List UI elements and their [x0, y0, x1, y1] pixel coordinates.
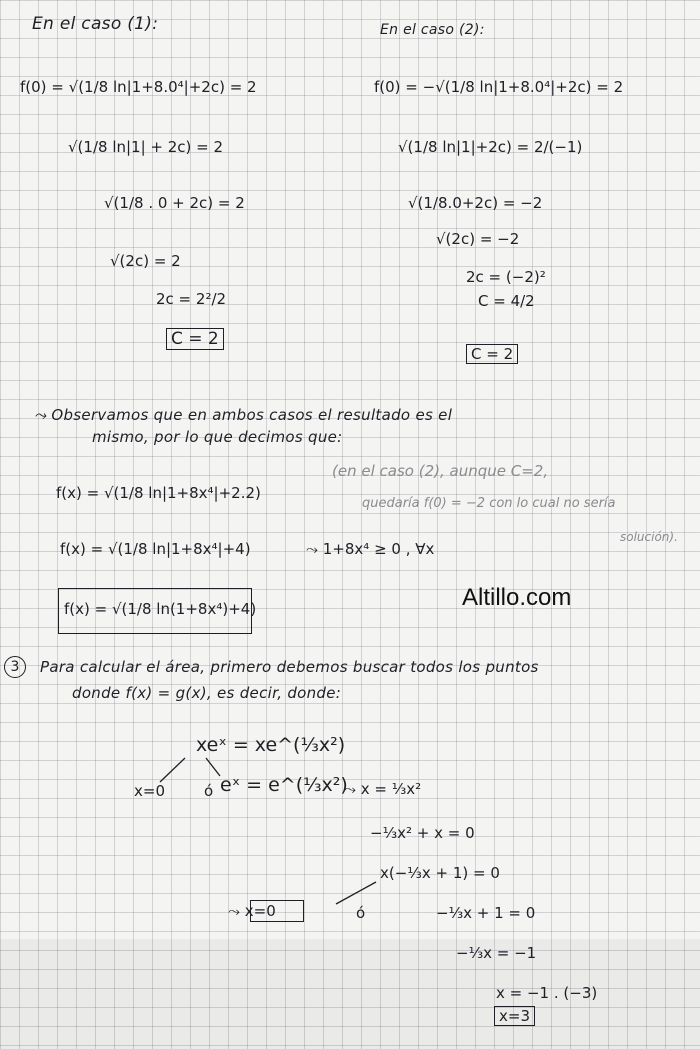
- left-case-line-1: f(0) = √(1/8 ln|1+8.0⁴|+2c) = 2: [20, 78, 257, 96]
- section3-line-1: Para calcular el área, primero debemos buscar todos los puntos: [40, 658, 539, 676]
- left-case-line-2: √(1/8 ln|1| + 2c) = 2: [68, 138, 224, 156]
- left-case-line-4: √(2c) = 2: [110, 252, 181, 270]
- pencil-note-line-3: solución).: [620, 530, 678, 544]
- right-case-line-2: √(1/8 ln|1|+2c) = 2/(−1): [398, 138, 583, 156]
- main-equation: xeˣ = xe^(⅓x²): [196, 734, 346, 756]
- pencil-note-line-2: quedaría f(0) = −2 con lo cual no sería: [362, 496, 616, 511]
- left-case-result: C = 2: [166, 328, 224, 350]
- result-arrow: [330, 880, 380, 910]
- left-case-line-3: √(1/8 . 0 + 2c) = 2: [104, 194, 245, 212]
- right-case-line-5: 2c = (−2)²: [466, 268, 546, 286]
- branch-x-zero: x=0: [134, 782, 165, 800]
- step-3: −⅓x + 1 = 0: [436, 904, 536, 922]
- section-number: 3: [4, 656, 26, 678]
- positivity-condition: ⤳ 1+8x⁴ ≥ 0 , ∀x: [306, 540, 435, 558]
- observation-line-1: ⤳ Observamos que en ambos casos el resultado es el: [34, 406, 453, 424]
- observation-line-2: mismo, por lo que decimos que:: [92, 428, 343, 446]
- final-function: f(x) = √(1/8 ln(1+8x⁴)+4): [64, 600, 257, 618]
- or-second: ó: [356, 904, 366, 922]
- step-1: −⅓x² + x = 0: [370, 824, 475, 842]
- result-x-zero: ⤳ x=0: [228, 902, 276, 920]
- exponential-equation: eˣ = e^(⅓x²): [220, 774, 348, 796]
- function-line-1: f(x) = √(1/8 ln|1+8x⁴|+2.2): [56, 484, 261, 502]
- step-5: x = −1 . (−3): [496, 984, 598, 1002]
- step-2: x(−⅓x + 1) = 0: [380, 864, 500, 882]
- left-case-line-5: 2c = 2²/2: [156, 290, 227, 308]
- arrow-equation: ⤳ x = ⅓x²: [344, 780, 422, 798]
- branch-or: ó: [204, 782, 214, 800]
- right-case-line-4: √(2c) = −2: [436, 230, 520, 248]
- result-x-three: x=3: [494, 1006, 535, 1026]
- section3-line-2: donde f(x) = g(x), es decir, donde:: [72, 684, 342, 702]
- right-case-result: C = 2: [466, 344, 518, 364]
- watermark-logo: Altillo.com: [462, 584, 572, 611]
- pencil-note-line-1: (en el caso (2), aunque C=2,: [332, 462, 549, 480]
- right-case-heading: En el caso (2):: [380, 22, 485, 38]
- right-case-line-3: √(1/8.0+2c) = −2: [408, 194, 543, 212]
- step-4: −⅓x = −1: [456, 944, 537, 962]
- right-case-line-1: f(0) = −√(1/8 ln|1+8.0⁴|+2c) = 2: [374, 78, 624, 96]
- result-x-zero-box: [250, 900, 304, 922]
- left-case-heading: En el caso (1):: [32, 14, 159, 34]
- function-line-2: f(x) = √(1/8 ln|1+8x⁴|+4): [60, 540, 251, 558]
- right-case-line-6: C = 4/2: [478, 292, 535, 310]
